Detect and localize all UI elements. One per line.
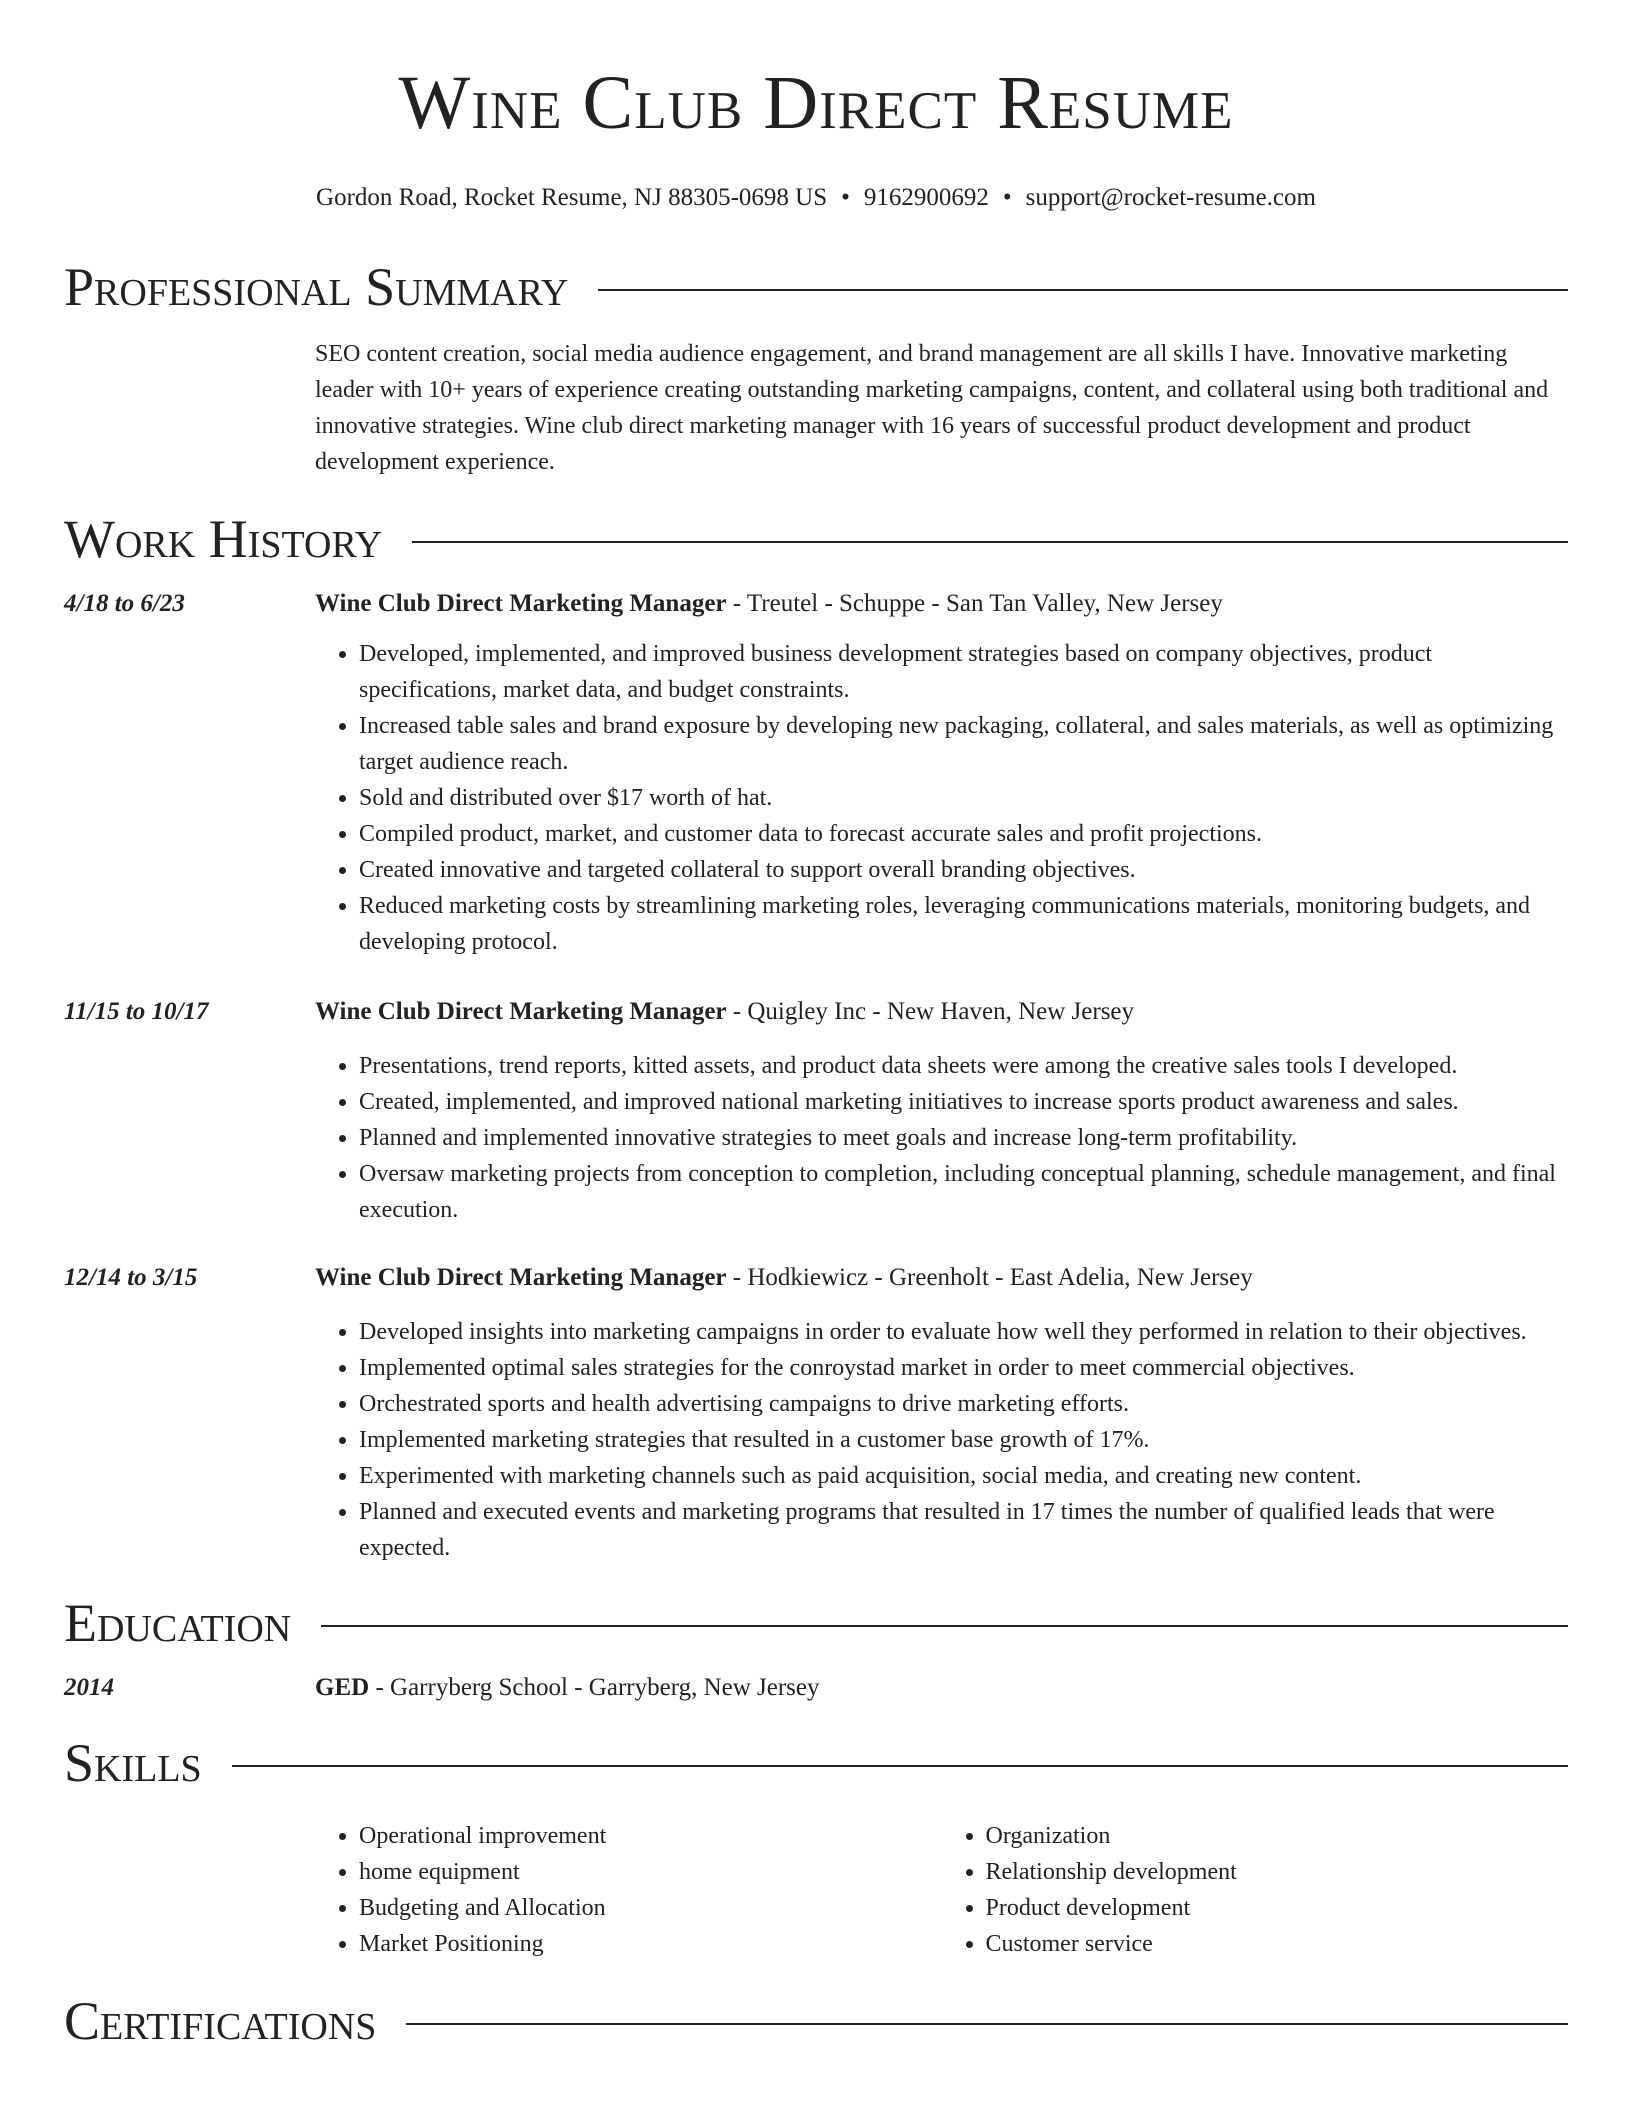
job-company: - Treutel - Schuppe - San Tan Valley, New Jersey (726, 590, 1223, 617)
job-bullets (315, 1048, 1568, 1228)
job-bullet: • Created innovative and targeted collateral to support overall branding objectives. (359, 852, 1568, 888)
section-divider (232, 1765, 1568, 1767)
job-dates: 11/15 to 10/17 (64, 998, 209, 1025)
skills-list (315, 1818, 1568, 1962)
resume-title: Wine Club Direct Resume (398, 61, 1234, 145)
job-bullets (315, 1314, 1568, 1566)
job-bullet: • Experimented with marketing channels such as paid acquisition, social media, and creating new content. (359, 1458, 1568, 1494)
job-company: - Quigley Inc - New Haven, New Jersey (726, 998, 1135, 1025)
certifications-heading: Certifications (64, 1991, 377, 2051)
job-bullet: • Reduced marketing costs by streamlining marketing roles, leveraging communications materials, monitoring budgets, and developing protocol. (359, 888, 1568, 960)
job-heading (315, 1260, 1568, 1296)
skills-heading: Skills (64, 1733, 202, 1793)
work-heading: Work History (64, 509, 383, 569)
skills-section-header (64, 1730, 1568, 1796)
education-school: - Garryberg School - Garryberg, New Jersey (369, 1674, 820, 1701)
skill-item: • Operational improvement (359, 1818, 942, 1854)
job-bullet: • Developed, implemented, and improved business development strategies based on company objectives, product specifications, market data, and budget constraints. (359, 636, 1568, 708)
job-bullet: • Implemented optimal sales strategies for the conroystad market in order to meet commercial objectives. (359, 1350, 1568, 1386)
skills-column-right (942, 1818, 1569, 1962)
education-section-header (64, 1590, 1568, 1656)
skills-column-left (315, 1818, 942, 1962)
job-heading (315, 586, 1568, 622)
skill-item: • Relationship development (986, 1854, 1569, 1890)
skill-item: • Customer service (986, 1926, 1569, 1962)
contact-line (64, 182, 1568, 214)
contact-phone: 9162900692 (863, 184, 989, 211)
job-bullet: • Oversaw marketing projects from conception to completion, including conceptual planning, schedule management, and final execution. (359, 1156, 1568, 1228)
job-dates: 4/18 to 6/23 (64, 590, 185, 617)
contact-separator: • (1002, 184, 1012, 211)
job-title: Wine Club Direct Marketing Manager (315, 998, 727, 1025)
section-divider (598, 289, 1568, 291)
skill-item: • Budgeting and Allocation (359, 1890, 942, 1926)
education-degree: GED (315, 1674, 370, 1701)
education-year: 2014 (64, 1674, 114, 1701)
job-bullet: • Orchestrated sports and health advertising campaigns to drive marketing efforts. (359, 1386, 1568, 1422)
summary-section-header (64, 254, 1568, 320)
education-entry (64, 1670, 1568, 1706)
job-bullet: • Created, implemented, and improved national marketing initiatives to increase sports product awareness and sales. (359, 1084, 1568, 1120)
skill-item: • home equipment (359, 1854, 942, 1890)
contact-address: Gordon Road, Rocket Resume, NJ 88305-0698 US (316, 184, 828, 211)
job-title: Wine Club Direct Marketing Manager (315, 590, 727, 617)
job-bullet: • Planned and implemented innovative strategies to meet goals and increase long-term profitability. (359, 1120, 1568, 1156)
job-bullet: • Compiled product, market, and customer data to forecast accurate sales and profit projections. (359, 816, 1568, 852)
job-heading (315, 994, 1568, 1030)
section-divider (321, 1625, 1568, 1627)
education-heading: Education (64, 1593, 292, 1653)
job-company: - Hodkiewicz - Greenholt - East Adelia, New Jersey (726, 1264, 1253, 1291)
skill-item: • Product development (986, 1890, 1569, 1926)
certifications-section-header (64, 1988, 1568, 2054)
job-bullet: • Sold and distributed over $17 worth of hat. (359, 780, 1568, 816)
job-bullet: • Developed insights into marketing campaigns in order to evaluate how well they performed in relation to their objectives. (359, 1314, 1568, 1350)
summary-heading: Professional Summary (64, 257, 569, 317)
job-title: Wine Club Direct Marketing Manager (315, 1264, 727, 1291)
summary-text: SEO content creation, social media audience engagement, and brand management are all skills I have. Innovative marketing leader with 10+ years of experience creating outstanding marketing campaigns, content, and collateral using both traditional and innovative strategies. Wine club direct marketing manager with 16 years of successful product development and product development experience. (315, 341, 1549, 475)
job-entry (64, 586, 1568, 960)
section-divider (412, 541, 1568, 543)
job-entry (64, 994, 1568, 1228)
work-section-header (64, 506, 1568, 572)
contact-separator: • (841, 184, 850, 211)
skill-item: • Market Positioning (359, 1926, 942, 1962)
job-bullets (315, 636, 1568, 960)
job-entry (64, 1260, 1568, 1566)
job-bullet: • Planned and executed events and marketing programs that resulted in 17 times the number of qualified leads that were expected. (359, 1494, 1568, 1566)
job-bullet: • Presentations, trend reports, kitted assets, and product data sheets were among the creative sales tools I developed. (359, 1048, 1568, 1084)
contact-email: support@rocket-resume.com (1025, 184, 1316, 211)
job-bullet: • Implemented marketing strategies that resulted in a customer base growth of 17%. (359, 1422, 1568, 1458)
job-bullet: • Increased table sales and brand exposure by developing new packaging, collateral, and sales materials, as well as optimizing target audience reach. (359, 708, 1568, 780)
section-divider (406, 2023, 1568, 2025)
skill-item: • Organization (986, 1818, 1569, 1854)
job-dates: 12/14 to 3/15 (64, 1264, 198, 1291)
